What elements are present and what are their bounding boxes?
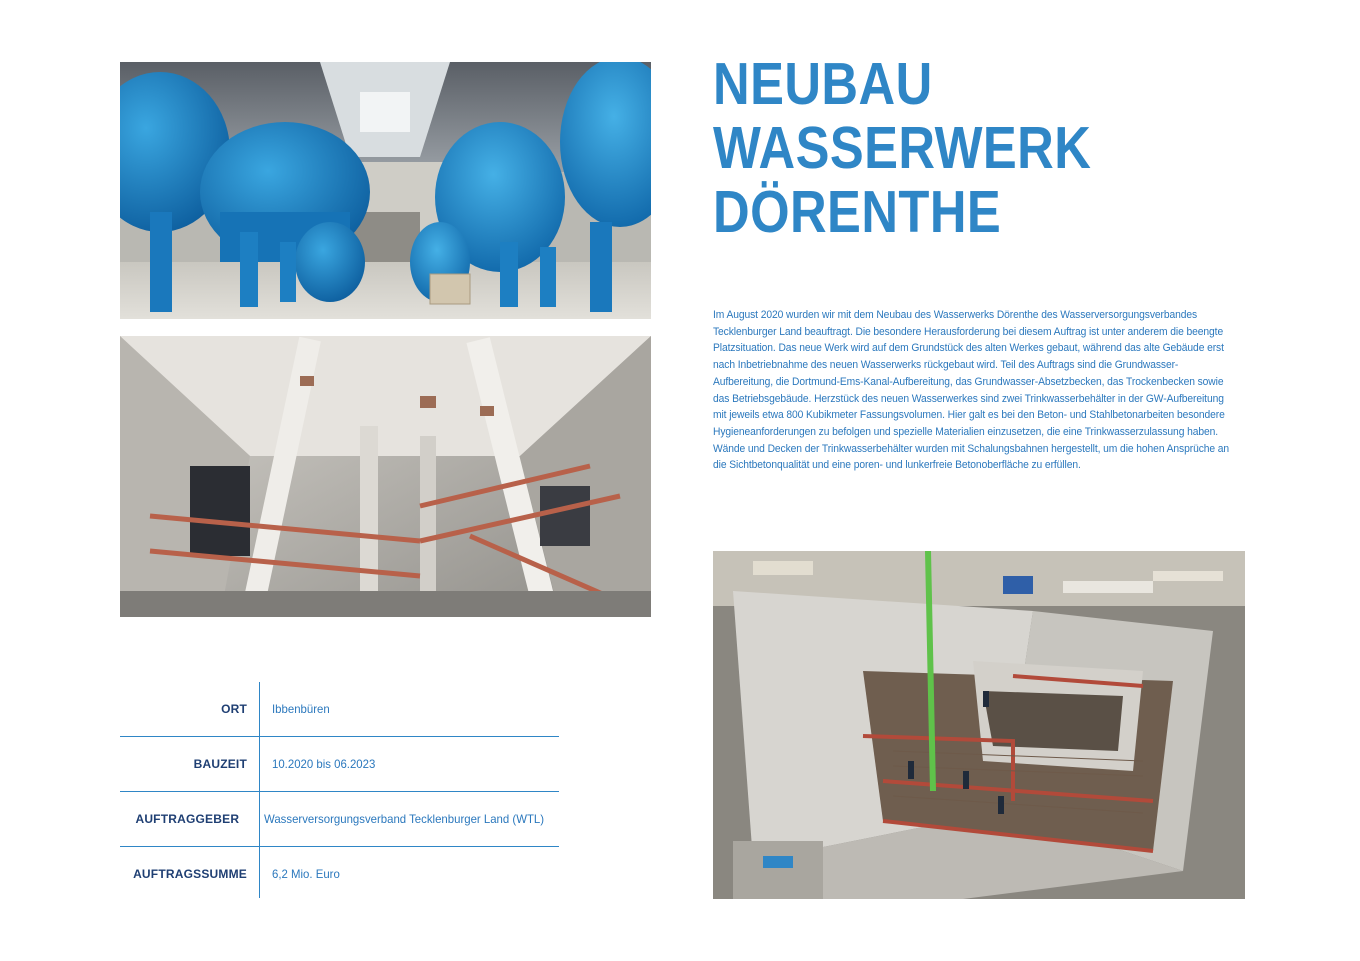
title-line-3: DÖRENTHE xyxy=(713,179,1002,245)
title-line-2: WASSERWERK xyxy=(713,115,1092,181)
title-line-1: NEUBAU xyxy=(713,51,933,117)
photo-filter-hall xyxy=(120,62,651,319)
project-facts-table xyxy=(120,682,559,901)
fact-label: ORT xyxy=(221,702,247,716)
fact-row-auftraggeber xyxy=(120,791,559,846)
photo-concrete-interior xyxy=(120,336,651,617)
fact-value: Ibbenbüren xyxy=(272,702,330,716)
fact-label: AUFTRAGGEBER xyxy=(135,812,240,826)
fact-row-ort xyxy=(120,682,559,736)
photo-construction-site xyxy=(713,551,1245,899)
fact-label: BAUZEIT xyxy=(193,757,247,771)
fact-row-bauzeit xyxy=(120,736,559,791)
fact-value: 6,2 Mio. Euro xyxy=(272,867,340,881)
fact-row-auftragssumme xyxy=(120,846,559,901)
page-title xyxy=(713,52,1229,244)
fact-label: AUFTRAGSSUMME xyxy=(133,867,247,881)
fact-value: 10.2020 bis 06.2023 xyxy=(272,757,376,771)
project-description: Im August 2020 wurden wir mit dem Neubau des Wasserwerks Dörenthe des Wasserversorgungsverbandes Tecklenburger Land beauftragt. Die besondere Herausforderung bei diesem Auftrag ist unter anderem die beengte Platzsituation. Das neue Werk wird auf dem Grundstück des alten Werkes gebaut, während das alte Gebäude erst nach Inbetriebnahme des neuen Wasserwerks rückgebaut wird. Teil des Auftrags sind die Grundwasser-Aufbereitung, die Dortmund-Ems-Kanal-Aufbereitung, das Grundwasser-Absetzbecken, das Trockenbecken sowie das Betriebsgebäude. Herzstück des neuen Wasserwerkes sind zwei Trinkwasserbehälter in der GW-Aufbereitung mit jeweils etwa 800 Kubikmeter Fassungsvolumen. Hier galt es bei den Beton- und Stahlbetonarbeiten besondere Hygieneanforderungen zu befolgen und spezielle Materialien einzusetzen, die eine Trinkwasserzulassung haben. Wände und Decken der Trinkwasserbehälter wurden mit Schalungsbahnen hergestellt, um die hohen Ansprüche an die Sichtbetonqualität und eine poren- und lunkerfreie Betonoberfläche zu erfüllen. xyxy=(713,309,1230,472)
fact-value: Wasserversorgungsverband Tecklenburger Land (WTL) xyxy=(264,812,545,826)
